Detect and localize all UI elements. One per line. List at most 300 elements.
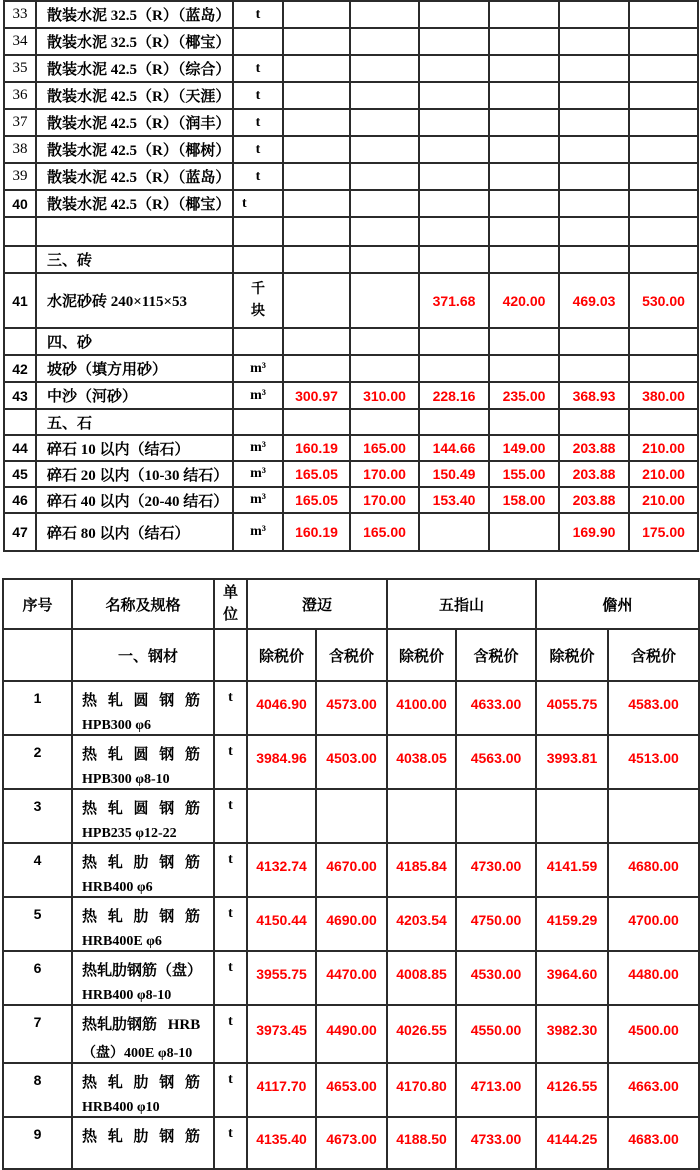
steel-table-body — [3, 681, 699, 1169]
item-name-line1: 热 轧 圆 钢 筋 — [82, 747, 201, 763]
price-cell: 203.88 — [559, 461, 629, 487]
row-number-cell: 39 — [4, 163, 36, 190]
table-row — [3, 843, 699, 897]
price-cell — [559, 355, 629, 382]
price-cell: 4100.00 — [387, 681, 456, 735]
price-cell — [629, 109, 698, 136]
price-cell: 228.16 — [419, 382, 489, 409]
row-number-cell: 6 — [3, 951, 72, 1005]
price-cell: 160.19 — [283, 435, 350, 461]
price-cell: 4583.00 — [608, 681, 699, 735]
price-cell — [283, 109, 350, 136]
price-cell: 4132.74 — [247, 843, 316, 897]
price-cell — [283, 273, 350, 328]
city-header-wuzhishan: 五指山 — [387, 579, 536, 629]
price-cell: 235.00 — [489, 382, 559, 409]
price-cell: 4046.90 — [247, 681, 316, 735]
price-cell — [489, 246, 559, 273]
table-row — [3, 789, 699, 843]
price-cell — [283, 246, 350, 273]
table-row — [3, 1117, 699, 1169]
unit-cell: t — [233, 190, 283, 217]
price-cell — [608, 789, 699, 843]
price-cell — [629, 1, 698, 28]
item-name-cell — [72, 681, 214, 735]
price-cell — [489, 328, 559, 355]
price-cell: 4680.00 — [608, 843, 699, 897]
item-name-line1: 热 轧 圆 钢 筋 — [82, 801, 201, 817]
price-cell — [489, 1, 559, 28]
table-row — [4, 82, 698, 109]
item-name-cell: 碎石 10 以内（结石） — [36, 435, 233, 461]
table-row — [4, 190, 698, 217]
item-name-line1: 热 轧 肋 钢 筋 — [82, 909, 201, 925]
item-name-cell — [72, 1063, 214, 1117]
price-cell — [419, 190, 489, 217]
row-number-cell: 8 — [3, 1063, 72, 1117]
unit-cell: t — [233, 163, 283, 190]
city-header-danzhou: 儋州 — [536, 579, 699, 629]
table-row — [4, 55, 698, 82]
price-cell — [559, 328, 629, 355]
item-name-cell: 散装水泥 42.5（R）（综合） — [36, 55, 233, 82]
ex-tax-header-chengmai: 除税价 — [247, 629, 316, 681]
unit-header-label: 单位 — [222, 584, 238, 623]
price-cell — [419, 1, 489, 28]
unit-cell: t — [214, 789, 247, 843]
item-name-line1: 热 轧 肋 钢 筋 — [82, 855, 201, 871]
table-row — [4, 28, 698, 55]
price-cell — [419, 109, 489, 136]
price-cell: 210.00 — [629, 461, 698, 487]
price-cell: 4700.00 — [608, 897, 699, 951]
price-cell: 4135.40 — [247, 1117, 316, 1169]
unit-cell: m³ — [233, 461, 283, 487]
item-name-cell: 散装水泥 42.5（R）（天涯） — [36, 82, 233, 109]
price-cell — [629, 328, 698, 355]
price-cell — [283, 355, 350, 382]
row-number-cell: 36 — [4, 82, 36, 109]
name-spec-header: 名称及规格 — [72, 579, 214, 629]
price-cell: 155.00 — [489, 461, 559, 487]
serial-number-header: 序号 — [3, 579, 72, 629]
materials-table-body — [4, 1, 698, 551]
item-spec-line2: HPB300 φ8-10 — [82, 772, 170, 787]
price-cell — [489, 82, 559, 109]
price-cell — [419, 55, 489, 82]
price-cell: 175.00 — [629, 513, 698, 551]
unit-cell: m³ — [233, 487, 283, 513]
price-cell — [387, 789, 456, 843]
unit-cell: t — [233, 1, 283, 28]
unit-cell: t — [214, 1005, 247, 1063]
unit-cell — [233, 246, 283, 273]
price-cell: 4500.00 — [608, 1005, 699, 1063]
price-cell: 4144.25 — [536, 1117, 608, 1169]
table-row — [4, 273, 698, 328]
price-cell: 4563.00 — [456, 735, 536, 789]
price-cell: 3984.96 — [247, 735, 316, 789]
item-name-cell: 三、砖 — [36, 246, 233, 273]
empty-header-cell — [3, 629, 72, 681]
table-row — [3, 897, 699, 951]
unit-header — [214, 579, 247, 629]
row-number-cell: 47 — [4, 513, 36, 551]
item-name-cell: 碎石 40 以内（20-40 结石） — [36, 487, 233, 513]
unit-cell: t — [233, 136, 283, 163]
section-row — [4, 246, 698, 273]
price-cell: 170.00 — [350, 461, 419, 487]
price-cell — [316, 789, 387, 843]
row-number-cell: 1 — [3, 681, 72, 735]
table-row — [4, 163, 698, 190]
row-number-cell: 45 — [4, 461, 36, 487]
item-name-cell: 散装水泥 42.5（R）（椰宝） — [36, 190, 233, 217]
price-cell — [559, 217, 629, 246]
item-name-cell — [72, 951, 214, 1005]
price-cell: 4750.00 — [456, 897, 536, 951]
item-spec-line2: HRB400 φ10 — [82, 1100, 160, 1115]
price-cell — [419, 246, 489, 273]
table-row — [3, 681, 699, 735]
item-name-cell: 散装水泥 32.5（R）（蓝岛） — [36, 1, 233, 28]
price-cell — [629, 163, 698, 190]
row-number-cell — [4, 246, 36, 273]
price-cell: 4513.00 — [608, 735, 699, 789]
price-cell — [489, 109, 559, 136]
unit-cell: m³ — [233, 513, 283, 551]
price-cell: 3964.60 — [536, 951, 608, 1005]
row-number-cell: 4 — [3, 843, 72, 897]
price-cell: 3955.75 — [247, 951, 316, 1005]
table-row — [4, 109, 698, 136]
price-cell: 160.19 — [283, 513, 350, 551]
price-cell: 4203.54 — [387, 897, 456, 951]
unit-cell: t — [214, 1117, 247, 1169]
price-cell: 4670.00 — [316, 843, 387, 897]
item-name-cell — [36, 217, 233, 246]
unit-cell: t — [214, 897, 247, 951]
price-cell: 4633.00 — [456, 681, 536, 735]
table-row — [4, 1, 698, 28]
table-row — [4, 355, 698, 382]
price-cell — [559, 163, 629, 190]
price-cell — [419, 355, 489, 382]
empty-header-cell — [214, 629, 247, 681]
item-name-line1: 热 轧 肋 钢 筋 — [82, 1129, 201, 1145]
price-cell: 4503.00 — [316, 735, 387, 789]
item-name-cell: 碎石 80 以内（结石） — [36, 513, 233, 551]
price-cell: 150.49 — [419, 461, 489, 487]
inc-tax-header-chengmai: 含税价 — [316, 629, 387, 681]
unit-cell: t — [214, 843, 247, 897]
price-cell: 380.00 — [629, 382, 698, 409]
price-cell — [629, 82, 698, 109]
price-cell — [559, 28, 629, 55]
price-cell: 3973.45 — [247, 1005, 316, 1063]
row-number-cell: 35 — [4, 55, 36, 82]
price-cell — [629, 28, 698, 55]
unit-cell — [233, 328, 283, 355]
row-number-cell: 37 — [4, 109, 36, 136]
price-cell: 4117.70 — [247, 1063, 316, 1117]
price-cell — [629, 136, 698, 163]
item-spec-line2: （盘）400E φ8-10 — [82, 1046, 193, 1061]
price-cell: 4733.00 — [456, 1117, 536, 1169]
price-cell — [350, 55, 419, 82]
price-cell — [283, 55, 350, 82]
price-cell — [559, 1, 629, 28]
price-cell: 165.00 — [350, 435, 419, 461]
price-cell — [283, 28, 350, 55]
price-cell — [559, 55, 629, 82]
price-cell — [629, 246, 698, 273]
price-cell — [419, 328, 489, 355]
price-cell — [629, 409, 698, 435]
price-cell: 4480.00 — [608, 951, 699, 1005]
item-spec-line2: HPB235 φ12-22 — [82, 826, 177, 841]
item-name-cell — [72, 789, 214, 843]
unit-cell: t — [233, 82, 283, 109]
price-cell: 300.97 — [283, 382, 350, 409]
price-cell: 149.00 — [489, 435, 559, 461]
price-cell: 4141.59 — [536, 843, 608, 897]
unit-cell: m³ — [233, 435, 283, 461]
price-cell — [283, 190, 350, 217]
price-cell — [559, 409, 629, 435]
item-name-cell: 中沙（河砂） — [36, 382, 233, 409]
unit-cell: t — [233, 55, 283, 82]
price-cell — [283, 217, 350, 246]
price-cell: 4008.85 — [387, 951, 456, 1005]
item-name-cell — [72, 843, 214, 897]
price-cell — [559, 136, 629, 163]
price-cell: 4550.00 — [456, 1005, 536, 1063]
price-cell: 203.88 — [559, 435, 629, 461]
price-cell — [629, 217, 698, 246]
price-cell: 4713.00 — [456, 1063, 536, 1117]
price-cell: 165.00 — [350, 513, 419, 551]
price-cell: 4150.44 — [247, 897, 316, 951]
price-cell — [283, 409, 350, 435]
price-cell — [489, 217, 559, 246]
price-cell — [489, 190, 559, 217]
item-name-cell: 散装水泥 42.5（R）（椰树） — [36, 136, 233, 163]
price-cell — [350, 109, 419, 136]
price-cell: 210.00 — [629, 487, 698, 513]
price-cell — [350, 355, 419, 382]
item-name-cell: 散装水泥 42.5（R）（润丰） — [36, 109, 233, 136]
price-cell — [350, 28, 419, 55]
price-cell: 530.00 — [629, 273, 698, 328]
price-cell — [559, 82, 629, 109]
unit-cell: t — [233, 109, 283, 136]
price-cell: 4159.29 — [536, 897, 608, 951]
ex-tax-header-danzhou: 除税价 — [536, 629, 608, 681]
price-cell — [419, 513, 489, 551]
price-cell — [489, 136, 559, 163]
row-number-cell: 2 — [3, 735, 72, 789]
price-cell: 371.68 — [419, 273, 489, 328]
item-name-cell: 水泥砂砖 240×115×53 — [36, 273, 233, 328]
price-cell: 210.00 — [629, 435, 698, 461]
price-cell: 4188.50 — [387, 1117, 456, 1169]
item-spec-line2: HRB400 φ8-10 — [82, 988, 172, 1003]
unit-cell — [233, 28, 283, 55]
price-cell — [629, 55, 698, 82]
price-cell: 165.05 — [283, 487, 350, 513]
row-number-cell: 40 — [4, 190, 36, 217]
price-cell — [419, 28, 489, 55]
price-cell — [559, 190, 629, 217]
price-cell — [350, 328, 419, 355]
city-header-chengmai: 澄迈 — [247, 579, 387, 629]
row-number-cell: 42 — [4, 355, 36, 382]
item-name-line1: 热轧肋钢筋 HRB — [82, 1017, 201, 1033]
table-row — [4, 136, 698, 163]
price-cell — [419, 136, 489, 163]
price-cell: 310.00 — [350, 382, 419, 409]
row-number-cell: 44 — [4, 435, 36, 461]
unit-cell — [233, 409, 283, 435]
item-name-cell: 散装水泥 42.5（R）（蓝岛） — [36, 163, 233, 190]
price-cell — [629, 190, 698, 217]
unit-cell: t — [214, 681, 247, 735]
price-cell — [350, 217, 419, 246]
inc-tax-header-danzhou: 含税价 — [608, 629, 699, 681]
price-cell — [559, 246, 629, 273]
price-cell: 4055.75 — [536, 681, 608, 735]
steel-table-header — [3, 579, 699, 681]
row-number-cell: 46 — [4, 487, 36, 513]
price-cell — [419, 163, 489, 190]
price-cell — [350, 1, 419, 28]
row-number-cell — [4, 328, 36, 355]
row-number-cell — [4, 217, 36, 246]
item-name-cell — [72, 1117, 214, 1169]
price-cell — [489, 355, 559, 382]
price-cell — [629, 355, 698, 382]
price-cell — [489, 409, 559, 435]
item-name-cell — [72, 735, 214, 789]
unit-cell: 千块 — [233, 273, 283, 328]
price-cell: 4730.00 — [456, 843, 536, 897]
item-name-cell: 坡砂（填方用砂） — [36, 355, 233, 382]
price-cell — [419, 409, 489, 435]
price-cell: 4673.00 — [316, 1117, 387, 1169]
price-cell: 469.03 — [559, 273, 629, 328]
price-cell — [489, 55, 559, 82]
price-cell — [283, 328, 350, 355]
table-row — [3, 1063, 699, 1117]
unit-cell: t — [214, 951, 247, 1005]
price-cell: 4690.00 — [316, 897, 387, 951]
unit-cell — [233, 217, 283, 246]
item-name-line1: 热轧肋钢筋（盘） — [82, 963, 203, 979]
price-cell — [283, 136, 350, 163]
price-cell — [350, 136, 419, 163]
row-number-cell: 7 — [3, 1005, 72, 1063]
price-cell: 170.00 — [350, 487, 419, 513]
item-name-cell: 碎石 20 以内（10-30 结石） — [36, 461, 233, 487]
price-cell: 4170.80 — [387, 1063, 456, 1117]
price-cell — [559, 109, 629, 136]
price-cell — [283, 1, 350, 28]
price-cell: 4126.55 — [536, 1063, 608, 1117]
price-cell — [247, 789, 316, 843]
price-cell: 158.00 — [489, 487, 559, 513]
price-cell — [283, 163, 350, 190]
item-spec-line2: HPB300 φ6 — [82, 718, 152, 733]
table-row — [4, 487, 698, 513]
price-cell: 420.00 — [489, 273, 559, 328]
unit-cell: t — [214, 1063, 247, 1117]
row-number-cell: 33 — [4, 1, 36, 28]
steel-price-table — [2, 578, 700, 1170]
item-name-line1: 热 轧 肋 钢 筋 — [82, 1075, 201, 1091]
header-row-cities — [3, 579, 699, 629]
price-cell — [456, 789, 536, 843]
item-name-cell: 散装水泥 32.5（R）（椰宝） — [36, 28, 233, 55]
item-spec-line2: HRB400 φ6 — [82, 880, 153, 895]
price-cell — [350, 163, 419, 190]
price-cell — [489, 513, 559, 551]
row-number-cell: 9 — [3, 1117, 72, 1169]
item-name-line1: 热 轧 圆 钢 筋 — [82, 693, 201, 709]
price-cell — [419, 217, 489, 246]
section-row — [4, 328, 698, 355]
price-cell: 4530.00 — [456, 951, 536, 1005]
row-number-cell — [4, 409, 36, 435]
item-name-cell: 四、砂 — [36, 328, 233, 355]
price-cell — [350, 246, 419, 273]
price-cell — [489, 163, 559, 190]
row-number-cell: 38 — [4, 136, 36, 163]
price-cell: 4490.00 — [316, 1005, 387, 1063]
table-row — [4, 435, 698, 461]
table-row — [4, 382, 698, 409]
row-number-cell: 43 — [4, 382, 36, 409]
table-row — [3, 1005, 699, 1063]
price-cell: 153.40 — [419, 487, 489, 513]
row-number-cell: 34 — [4, 28, 36, 55]
table-row — [4, 217, 698, 246]
price-cell — [350, 190, 419, 217]
materials-table-upper — [3, 0, 699, 552]
price-cell: 4683.00 — [608, 1117, 699, 1169]
price-cell — [489, 28, 559, 55]
price-cell: 169.90 — [559, 513, 629, 551]
price-cell — [350, 273, 419, 328]
price-cell: 203.88 — [559, 487, 629, 513]
price-cell: 4573.00 — [316, 681, 387, 735]
price-cell — [283, 82, 350, 109]
price-cell: 4653.00 — [316, 1063, 387, 1117]
price-cell: 165.05 — [283, 461, 350, 487]
price-cell: 368.93 — [559, 382, 629, 409]
row-number-cell: 3 — [3, 789, 72, 843]
price-cell — [536, 789, 608, 843]
price-cell — [419, 82, 489, 109]
section-row — [4, 409, 698, 435]
header-row-price-types — [3, 629, 699, 681]
unit-cell: t — [214, 735, 247, 789]
price-cell: 3993.81 — [536, 735, 608, 789]
item-spec-line2: HRB400E φ6 — [82, 934, 162, 949]
price-cell: 3982.30 — [536, 1005, 608, 1063]
row-number-cell: 5 — [3, 897, 72, 951]
price-cell: 4185.84 — [387, 843, 456, 897]
